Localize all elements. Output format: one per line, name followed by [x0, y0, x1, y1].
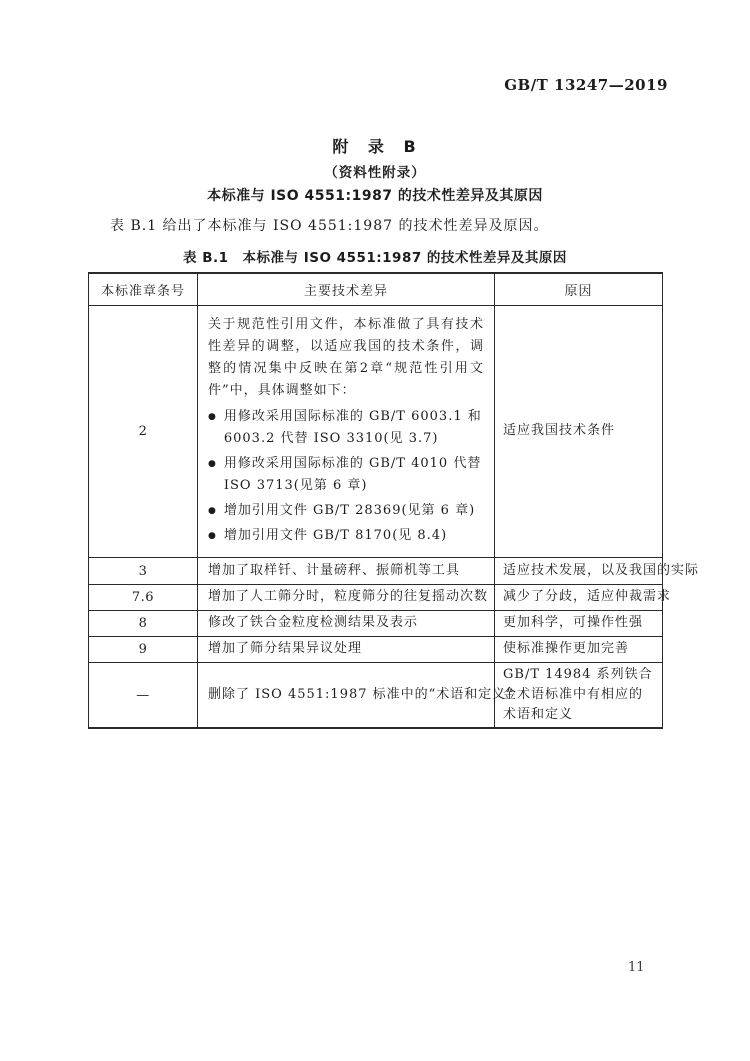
diff-cell [198, 306, 495, 558]
appendix-title: 附 录 B [332, 137, 418, 156]
appendix-heading: 本标准与 ISO 4551:1987 的技术性差异及其原因 [207, 188, 543, 204]
reason-cell: 适应我国技术条件 [495, 306, 663, 558]
column-header-clause: 本标准章条号 [89, 273, 198, 306]
column-header-diff: 主要技术差异 [198, 273, 495, 306]
clause-cell: 2 [89, 306, 198, 558]
appendix-note: （资料性附录） [324, 165, 426, 181]
reason-cell: 更加科学，可操作性强 [495, 611, 663, 637]
list-item [208, 406, 484, 450]
reason-cell: 使标准操作更加完善 [495, 637, 663, 663]
diff-cell: 增加了筛分结果异议处理 [198, 637, 495, 663]
table-row [89, 637, 663, 663]
clause-cell: 3 [89, 558, 198, 585]
bullet-icon: ● [208, 531, 217, 541]
reason-cell: 适应技术发展，以及我国的实际 [495, 558, 663, 585]
table-row [89, 306, 663, 558]
bullet-icon: ● [208, 506, 217, 516]
diff-cell: 删除了 ISO 4551:1987 标准中的“术语和定义” [198, 663, 495, 729]
diff-cell: 增加了人工筛分时，粒度筛分的往复摇动次数 [198, 585, 495, 611]
diff-intro-text: 关于规范性引用文件，本标准做了具有技术性差异的调整，以适应我国的技术条件，调整的情况集中反映在第2章“规范性引用文件”中，具体调整如下： [208, 317, 484, 398]
diff-table [88, 272, 700, 729]
diff-cell: 增加了取样钎、计量磅秤、振筛机等工具 [198, 558, 495, 585]
clause-cell: 7.6 [89, 585, 198, 611]
bullet-text: 增加引用文件 GB/T 8170(见 8.4) [223, 528, 448, 543]
list-item [208, 525, 484, 547]
table-row [89, 585, 663, 611]
column-header-reason: 原因 [495, 273, 663, 306]
bullet-icon: ● [208, 412, 217, 422]
page-number: 11 [628, 960, 645, 975]
list-item [208, 500, 484, 522]
table-caption: 表 B.1 本标准与 ISO 4551:1987 的技术性差异及其原因 [183, 250, 567, 266]
diff-cell: 修改了铁合金粒度检测结果及表示 [198, 611, 495, 637]
table-row [89, 663, 663, 729]
reason-cell: GB/T 14984 系列铁合金术语标准中有相应的术语和定义 [495, 663, 663, 729]
bullet-text: 用修改采用国际标准的 GB/T 6003.1 和 6003.2 代替 ISO 3310(见 3.7) [223, 409, 482, 446]
table-header-row [89, 273, 663, 306]
list-item [208, 453, 484, 497]
clause-cell: — [89, 663, 198, 729]
bullet-text: 用修改采用国际标准的 GB/T 4010 代替 ISO 3713(见第 6 章) [223, 456, 482, 493]
table-row [89, 611, 663, 637]
intro-paragraph: 表 B.1 给出了本标准与 ISO 4551:1987 的技术性差异及原因。 [110, 218, 549, 234]
table-row [89, 558, 663, 585]
reason-cell: 减少了分歧，适应仲裁需求 [495, 585, 663, 611]
clause-cell: 9 [89, 637, 198, 663]
bullet-text: 增加引用文件 GB/T 28369(见第 6 章) [223, 503, 476, 518]
doc-code: GB/T 13247—2019 [504, 76, 668, 94]
bullet-icon: ● [208, 459, 217, 469]
clause-cell: 8 [89, 611, 198, 637]
